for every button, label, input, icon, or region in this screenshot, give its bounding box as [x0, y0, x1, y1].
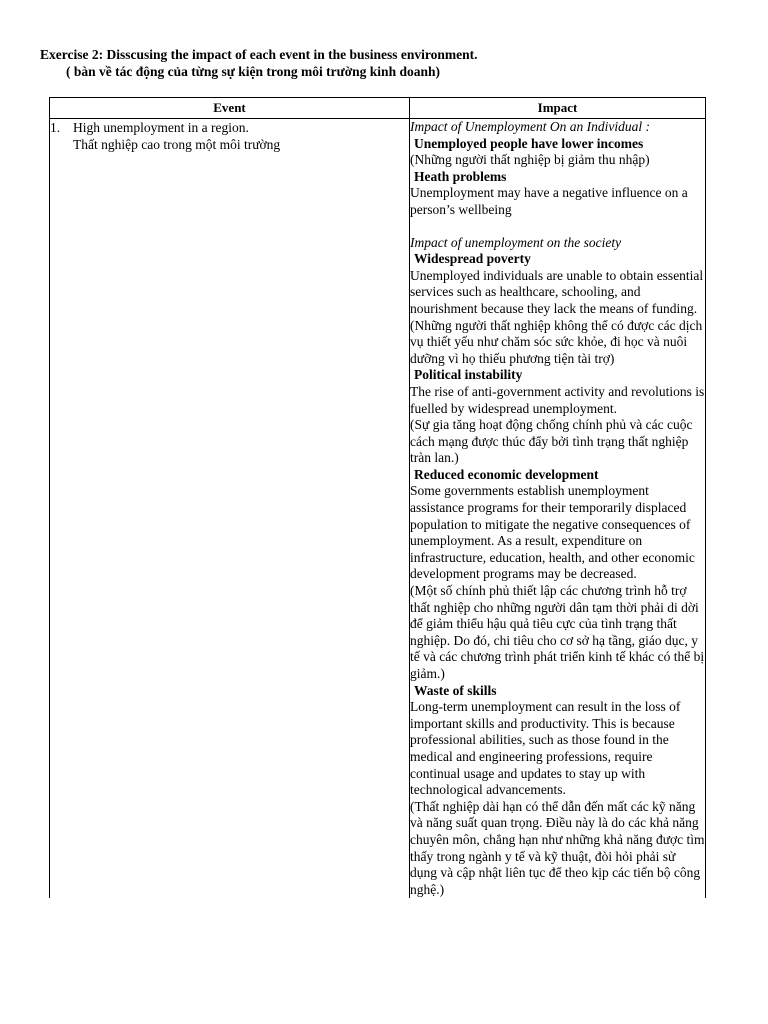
- skills-title: Waste of skills: [414, 682, 497, 698]
- impact-cell: [410, 119, 706, 899]
- lower-incomes-vi: (Những người thất nghiệp bị giảm thu nhập): [410, 152, 650, 168]
- event-impact-table: [49, 97, 706, 898]
- political-text: The rise of anti-government activity and revolutions is fuelled by widespread unemployment.: [410, 383, 705, 416]
- exercise-heading: [40, 46, 478, 80]
- poverty-title: Widespread poverty: [414, 251, 531, 267]
- society-impact-heading: Impact of unemployment on the society: [410, 234, 622, 250]
- economic-vi: (Một số chính phủ thiết lập các chương trình hỗ trợ thất nghiệp cho những người dân tạm thời phải di dời để giảm thiểu hậu quả tiêu cực của tình trạng thất nghiệp. Do đó, chi tiêu cho cơ sở hạ tầng, giáo dục, y tế và các chương trình phát triển kinh tế khác có thể bị giảm.): [410, 583, 705, 681]
- lower-incomes-title: Unemployed people have lower incomes: [414, 135, 644, 151]
- skills-text: Long-term unemployment can result in the loss of important skills and productivity. This is because professional abilities, such as those found in the medical and engineering professions, require continual usage and updates to stay up with technological advancements.: [410, 699, 681, 798]
- economic-title: Reduced economic development: [414, 466, 599, 482]
- economic-text: Some governments establish unemployment assistance programs for their temporarily displaced population to mitigate the negative consequences of unemployment. As a result, expenditure on infrastructure, education, health, and other economic development programs may be decreased.: [410, 483, 695, 582]
- health-text: Unemployment may have a negative influence on a person’s wellbeing: [410, 185, 688, 217]
- poverty-vi: (Những người thất nghiệp không thể có được các dịch vụ thiết yếu như chăm sóc sức khỏe, đi học và nuôi dưỡng vì họ thiếu phương tiện tài trợ): [410, 317, 703, 366]
- table-header-row: [50, 98, 706, 119]
- impact-column-header: Impact: [410, 98, 706, 119]
- row-number: 1.: [50, 120, 61, 135]
- health-title: Heath problems: [414, 168, 507, 184]
- exercise-title: Exercise 2: Disscusing the impact of each event in the business environment.: [40, 47, 478, 62]
- individual-impact-heading: Impact of Unemployment On an Individual :: [410, 119, 650, 134]
- poverty-text: Unemployed individuals are unable to obtain essential services such as healthcare, schooling, and nourishment because they lack the means of funding.: [410, 267, 704, 316]
- event-text-en: High unemployment in a region.: [73, 120, 249, 135]
- skills-vi: (Thất nghiệp dài hạn có thể dẫn đến mất các kỹ năng và năng suất quan trọng. Điều này là do các khả năng chuyên môn, chẳng hạn như những khả năng được tìm thấy trong ngành y tế và kỹ thuật, đòi hỏi phải sử dụng và cập nhật liên tục để theo kịp các tiến bộ công nghệ.): [410, 798, 705, 897]
- exercise-subtitle: ( bàn về tác động của từng sự kiện trong môi trường kinh doanh): [66, 64, 440, 79]
- table-row: [50, 119, 706, 899]
- event-column-header: Event: [50, 98, 410, 119]
- event-cell: [50, 119, 410, 899]
- political-title: Political instability: [414, 367, 523, 383]
- political-vi: (Sự gia tăng hoạt động chống chính phủ và các cuộc cách mạng được thúc đẩy bởi tình trạng thất nghiệp tràn lan.): [410, 417, 693, 466]
- event-text-vi: Thất nghiệp cao trong một môi trường: [73, 137, 281, 152]
